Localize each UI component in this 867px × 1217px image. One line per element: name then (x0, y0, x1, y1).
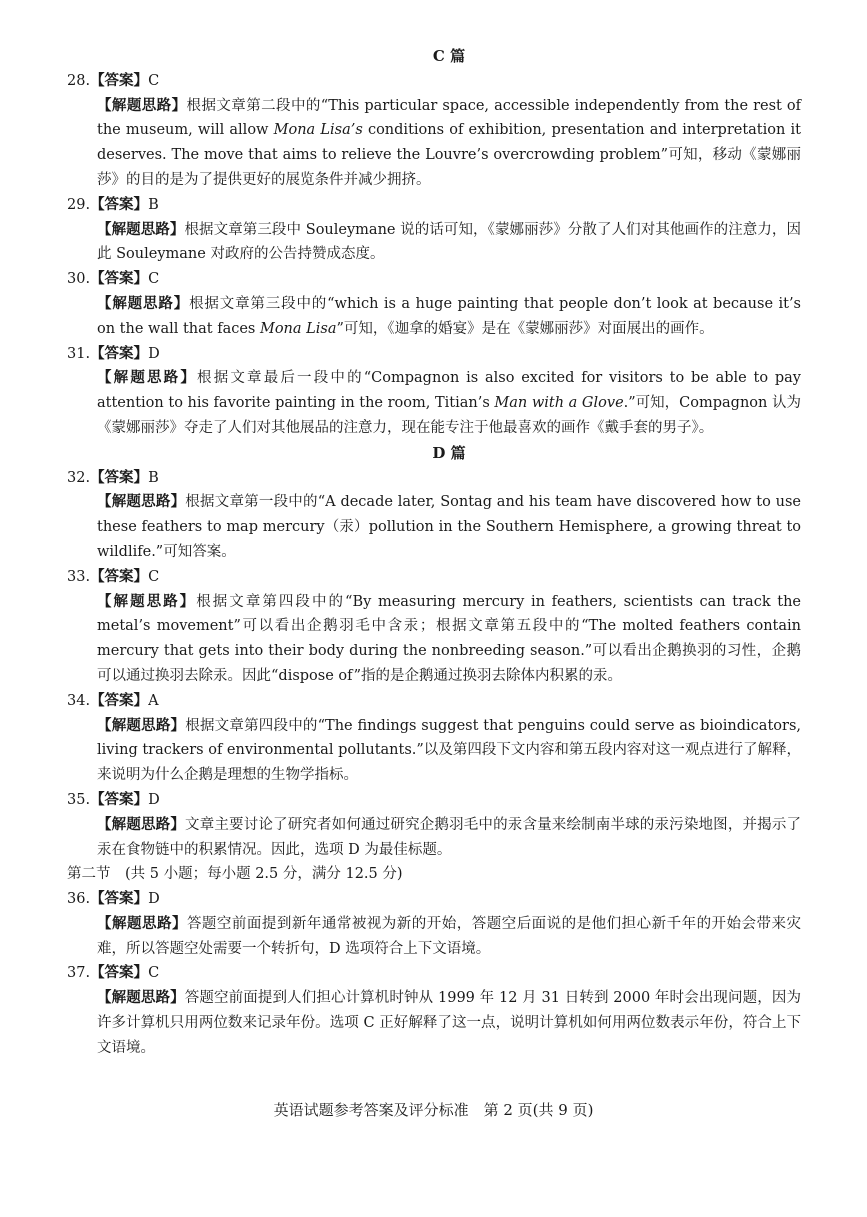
explanation (97, 292, 801, 342)
explanation-italic: Mona Lisa’s (273, 122, 363, 139)
answer-item-34 (67, 689, 801, 788)
answer-choice: B (148, 469, 159, 486)
explanation (97, 986, 801, 1060)
answer-item-29 (67, 193, 801, 267)
answer-choice: D (148, 891, 160, 908)
answer-label: 【答案】 (90, 468, 149, 486)
answer-line (67, 267, 801, 292)
answer-item-30 (67, 267, 802, 341)
explanation-label: 【解题思路】 (97, 914, 187, 932)
question-number: 37. (67, 965, 91, 982)
answer-label: 【答案】 (90, 567, 149, 585)
explanation-text: conditions of exhibition, presentation and interpretation it deserves. The move that aims to relieve the Louvre’s overcrowding problem”可知，移动《蒙娜丽莎》的目的是为了提供更好的展览条件并减少拥挤。 (97, 122, 801, 188)
answer-item-31 (67, 342, 801, 441)
explanation-text: 根据文章第一段中的“A decade later, Sontag and his team have discovered how to use these feathers to map mercury（汞）pollution in the Southern Hemisphere, a growing threat to wildlife.”可知答案。 (97, 494, 801, 560)
explanation-label: 【解题思路】 (97, 815, 186, 833)
explanation-text: ”可知，《迦拿的婚宴》是在《蒙娜丽莎》对面展出的画作。 (336, 320, 714, 337)
explanation (97, 590, 801, 689)
answer-item-28 (67, 69, 802, 193)
explanation-text: .”可知，Compagnon 认为《蒙娜丽莎》夺走了人们对其他展品的注意力，现在能专注于他最喜欢的画作《戴手套的男子》。 (97, 395, 801, 436)
answer-choice: B (148, 196, 159, 213)
answer-choice: A (148, 692, 159, 709)
answer-choice: D (148, 791, 160, 808)
answer-label: 【答案】 (90, 270, 149, 288)
question-number: 35. (67, 791, 91, 808)
answer-line (67, 961, 801, 986)
explanation-italic: Mona Lisa (259, 320, 337, 337)
answer-line (67, 565, 801, 590)
answer-label: 【答案】 (90, 964, 149, 982)
answer-choice: C (148, 72, 160, 89)
answer-label: 【答案】 (90, 790, 149, 808)
answer-label: 【答案】 (90, 344, 149, 362)
answer-line (67, 466, 801, 491)
answer-label: 【答案】 (90, 195, 149, 213)
question-number: 36. (67, 891, 91, 908)
explanation (97, 912, 801, 962)
explanation-text: 答题空前面提到人们担心计算机时钟从 1999 年 12 月 31 日转到 2000 年时会出现问题，因为许多计算机只用两位数来记录年份。选项 C 正好解释了这一点，说明计算机如何用两位数表示年份，符合上下文语境。 (97, 990, 802, 1056)
page-footer: 英语试题参考答案及评分标准 第 2 页(共 9 页) (273, 1101, 594, 1119)
explanation-label: 【解题思路】 (97, 294, 190, 312)
explanation-label: 【解题思路】 (97, 96, 187, 114)
explanation-label: 【解题思路】 (97, 716, 186, 734)
question-number: 33. (67, 568, 91, 585)
question-number: 30. (67, 271, 91, 288)
answer-line (67, 788, 801, 813)
answer-label: 【答案】 (90, 691, 149, 709)
explanation-label: 【解题思路】 (97, 989, 185, 1007)
answer-line (67, 69, 801, 94)
explanation-text: 根据文章第三段中 Souleymane 说的话可知，《蒙娜丽莎》分散了人们对其他画作的注意力，因此 Souleymane 对政府的公告持赞成态度。 (97, 221, 801, 263)
explanation (97, 366, 801, 440)
answer-item-36 (67, 887, 801, 961)
explanation-label: 【解题思路】 (97, 493, 186, 511)
section-d-title: D 篇 (432, 443, 466, 462)
answer-line (67, 689, 801, 714)
question-number: 28. (67, 72, 91, 89)
answer-content (67, 44, 802, 1061)
explanation (97, 94, 801, 193)
answer-choice: C (148, 568, 160, 585)
answer-choice: C (148, 271, 160, 288)
explanation-label: 【解题思路】 (97, 369, 198, 387)
answer-item-32 (67, 466, 801, 565)
explanation-text: 根据文章第二段中的“This particular space, accessible independently from the rest of the museum, will allow (97, 97, 802, 139)
answer-item-37 (67, 961, 802, 1060)
question-number: 29. (67, 196, 91, 213)
explanation-label: 【解题思路】 (97, 592, 197, 610)
answer-choice: D (148, 345, 160, 362)
explanation-text: 答题空前面提到新年通常被视为新的开始，答题空后面说的是他们担心新千年的开始会带来灾难，所以答题空处需要一个转折句，D 选项符合上下文语境。 (97, 915, 801, 957)
answer-line (67, 342, 801, 367)
answer-line (67, 887, 801, 912)
answer-line (67, 193, 801, 218)
answer-item-33 (67, 565, 801, 689)
explanation-label: 【解题思路】 (97, 220, 185, 238)
explanation (97, 490, 801, 564)
explanation-text: 根据文章第四段中的“By measuring mercury in feathers, scientists can track the metal’s movement”可以看出企鹅羽毛中含汞；根据文章第五段中的“The molted feathers contain mercury that gets into their body during the nonbreeding season.”可以看出企鹅换羽的习性，企鹅可以通过换羽去除汞。因此“dispose of”指的是企鹅通过换羽去除体内积累的汞。 (97, 593, 801, 684)
answer-label: 【答案】 (90, 890, 149, 908)
answer-item-35 (67, 788, 802, 862)
answer-label: 【答案】 (90, 71, 149, 89)
question-number: 31. (67, 345, 91, 362)
explanation-text: 根据文章第四段中的“The findings suggest that penguins could serve as bioindicators, living trackers of environmental pollutants.”以及第四段下文内容和第五段内容对这一观点进行了解释，来说明为什么企鹅是理想的生物学指标。 (97, 717, 801, 784)
part-two-heading: 第二节 (共 5 小题；每小题 2.5 分，满分 12.5 分) (67, 866, 403, 883)
question-number: 32. (67, 469, 91, 486)
explanation-italic: Man with a Glove (494, 395, 624, 412)
explanation-text: 文章主要讨论了研究者如何通过研究企鹅羽毛中的汞含量来绘制南半球的汞污染地图，并揭示了汞在食物链中的积累情况。因此，选项 D 为最佳标题。 (97, 816, 802, 858)
section-c-title: C 篇 (432, 47, 466, 65)
explanation-text: 根据文章第三段中的“which is a huge painting that people don’t look at because it’s on the wall that faces (97, 295, 802, 337)
explanation (97, 813, 801, 863)
answer-choice: C (148, 965, 160, 982)
explanation (97, 714, 801, 788)
explanation (97, 218, 801, 268)
question-number: 34. (67, 692, 91, 709)
explanation-text: 根据文章最后一段中的“Compagnon is also excited for visitors to be able to pay attention to his favorite painting in the room, Titian’s (97, 370, 801, 412)
